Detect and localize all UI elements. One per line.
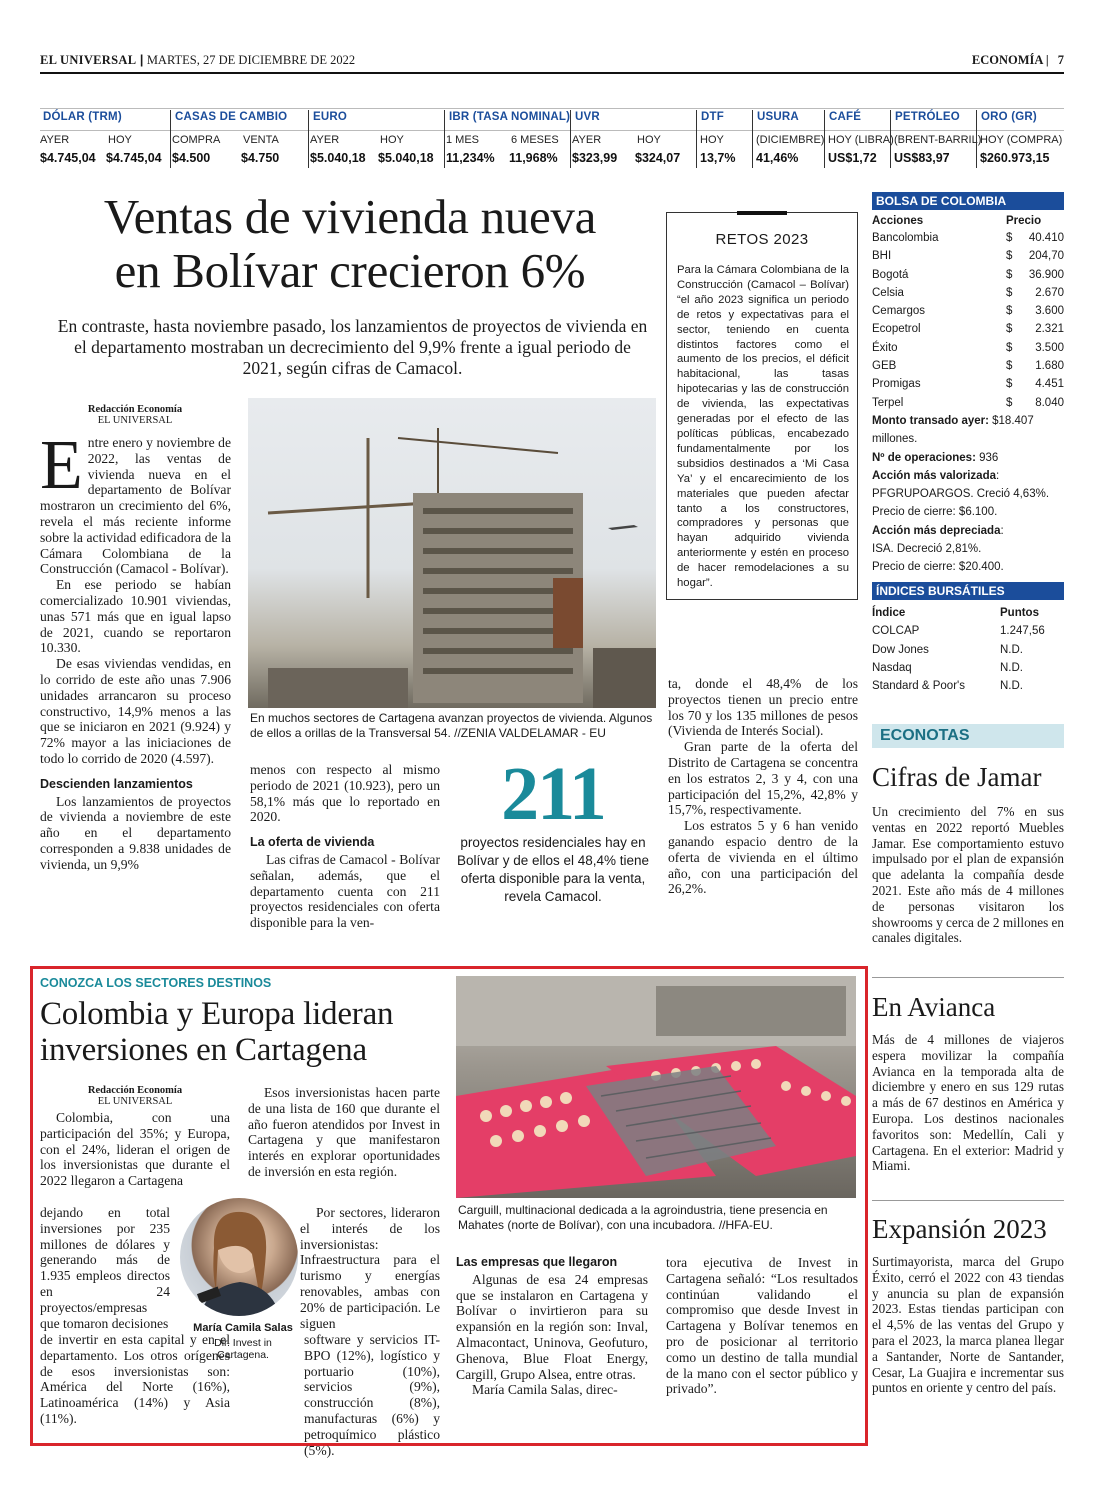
index-name: Standard & Poor's: [872, 680, 965, 693]
market-2: [310, 110, 446, 168]
market-sub-label: VENTA: [243, 134, 279, 146]
section-separator: |: [1045, 53, 1049, 67]
market-9: [978, 110, 1064, 168]
market-sub-label: AYER: [310, 134, 340, 146]
market-7: [826, 110, 892, 168]
market-8: [892, 110, 982, 168]
market-value: $4.500: [172, 151, 211, 165]
person-role: Dir. Invest in Cartagena.: [214, 1337, 272, 1361]
second-c2-para-b: Por sectores, lideraron el interés de los inversionistas: Infraestructura para el turismo y energías renovables, ambas con 20% de participación. Le siguen: [300, 1205, 440, 1331]
market-value: $4.750: [241, 151, 280, 165]
econotas-label: ECONOTAS: [872, 724, 1064, 748]
market-sub-label: HOY (COMPRA): [980, 134, 1063, 146]
egg-trays-illustration: [456, 976, 856, 1198]
market-divider: [824, 110, 825, 168]
subhead-lanzamientos: Descienden lanzamientos: [40, 776, 193, 791]
second-c1-para-b: dejando en total inversiones por 235 millones de dólares y generando más de 1.935 empleos directos en 24 proyectos/empresas que tomaron decisiones: [40, 1205, 170, 1331]
index-row: [872, 622, 1064, 640]
bolsa-row: [872, 284, 1064, 302]
econota-3-title: Expansión 2023: [872, 1214, 1047, 1244]
paragraph-2: En ese periodo se habían comercializado 10.901 viviendas, unas 571 más que en igual lapso de 2021, cuando se reportaron 10.330.: [40, 577, 231, 656]
market-divider: [308, 110, 309, 168]
market-divider: [444, 110, 445, 168]
market-value: $260.973,15: [980, 151, 1050, 165]
depreciada-text: ISA. Decreció 2,81%.: [872, 543, 982, 556]
market-sub-label: HOY (LIBRA): [828, 134, 894, 146]
index-row: [872, 659, 1064, 677]
index-name: COLCAP: [872, 625, 920, 638]
market-sub-label: (DICIEMBRE): [756, 134, 825, 146]
second-column-2b: [300, 1205, 440, 1331]
monto-value: $18.407 millones.: [872, 414, 1034, 446]
market-sub-label: HOY: [108, 134, 132, 146]
valorizada-label: Acción más valorizada: [872, 469, 996, 482]
incubator-photo: [456, 976, 856, 1198]
header-rule: [40, 72, 1064, 74]
pull-stat: [448, 752, 658, 906]
drop-cap: E: [40, 427, 83, 504]
second-column-3: [456, 1255, 648, 1398]
stock-name: Bancolombia: [872, 232, 939, 244]
column-3-text-b: Gran parte de la oferta del Distrito de Cartagena se concentra en los estratos 2, 3 y 4, con una participación del 15,2%, 42,8% y 15,7%, respectivamente.: [668, 739, 858, 818]
index-value: N.D.: [1000, 661, 1023, 674]
index-name: Dow Jones: [872, 643, 929, 656]
market-value: 11,968%: [509, 151, 558, 165]
second-byline-outlet: EL UNIVERSAL: [97, 1096, 173, 1107]
econota-2: [872, 992, 1064, 1174]
market-sub-label: 1 MES: [446, 134, 480, 146]
currency-symbol: $: [1006, 378, 1013, 391]
stock-price: 1.680: [1035, 360, 1064, 373]
bolsa-summary: Monto transado ayer: $18.407 millones. Nº de operaciones: 936 Acción más valorizada: PFGRUPOARGOS. Creció 4,63%. Precio de cierre: $6.100. Acción más depreciada: ISA. Decreció 2,81%. Precio de cierre: $20.400.: [872, 412, 1064, 577]
bolsa-row: [872, 266, 1064, 284]
market-5: [698, 110, 754, 168]
page-header: [40, 53, 1064, 73]
stock-name: Celsia: [872, 286, 904, 299]
indices-title: ÍNDICES BURSÁTILES: [872, 582, 1064, 600]
section-name: ECONOMÍA: [971, 53, 1043, 67]
market-value: $324,07: [635, 151, 681, 165]
newspaper-name: EL UNIVERSAL: [40, 53, 137, 67]
market-sub-label: HOY: [700, 134, 724, 146]
headline-line-2: en Bolívar crecieron 6%: [114, 243, 586, 298]
column-3-text-a: ta, donde el 48,4% de los proyectos tienen un precio entre los 70 y los 135 millones de pesos (Vivienda de Interés Social).: [668, 676, 858, 739]
market-label: CAFÉ: [829, 111, 862, 123]
second-c3-para-b: María Camila Salas, direc-: [472, 1382, 618, 1398]
bolsa-row: [872, 247, 1064, 265]
bolsa-header-row: [872, 213, 1064, 229]
market-4: [572, 110, 698, 168]
econota-1: [872, 762, 1064, 946]
market-divider: [890, 110, 891, 168]
second-c2-para-a: Esos inversionistas hacen parte de una lista de 160 que durante el año fueron atendidos por Invest in Cartagena y que manifestaron interés en explorar oportunidades de inversión en esta región.: [248, 1085, 440, 1179]
stock-name: Éxito: [872, 341, 898, 354]
index-row: [872, 641, 1064, 659]
stock-name: Ecopetrol: [872, 323, 921, 336]
market-divider: [696, 110, 697, 168]
stock-name: Cemargos: [872, 305, 926, 318]
bolsa-title: BOLSA DE COLOMBIA: [872, 192, 1064, 210]
second-headline: [40, 996, 450, 1068]
second-c2-para-c: software y servicios IT- BPO (12%), logístico y portuario (10%), servicios (9%), construcción (8%), manufacturas (6%) y petroquímico plástico (5%).: [304, 1332, 440, 1458]
person-name: María Camila Salas: [193, 1322, 293, 1334]
bolsa-row: [872, 357, 1064, 375]
indices-col-indice: Índice: [872, 607, 906, 619]
market-label: UVR: [575, 111, 600, 123]
second-byline: [40, 1085, 230, 1107]
main-deck: En contraste, hasta noviembre pasado, los lanzamientos de proyectos de vivienda en el departamento mostraban un decrecimiento del 9,9% frente a igual periodo de 2021, según cifras de Camacol.: [57, 316, 648, 378]
market-divider: [570, 110, 571, 168]
market-value: 13,7%: [700, 151, 736, 165]
currency-symbol: $: [1006, 396, 1013, 409]
main-column-2: [250, 762, 440, 931]
paragraph-1: ntre enero y noviembre de 2022, las ventas de vivienda nueva en el departamento de Bolívar mostraron un crecimiento del 6%, revela el más reciente informe sobre la actividad edificadora de la Cámara Colombiana de la Construcción (Camacol - Bolívar).: [40, 435, 231, 577]
market-value: 11,234%: [446, 151, 495, 165]
market-label: DTF: [701, 111, 724, 123]
indices-panel: [872, 582, 1064, 695]
byline-author: Redacción Economía: [87, 404, 183, 415]
second-byline-author: Redacción Economía: [87, 1085, 183, 1096]
construction-illustration: [248, 398, 656, 708]
market-label: PETRÓLEO: [895, 111, 960, 123]
headline-line-1: Ventas de vivienda nueva: [103, 189, 597, 244]
second-c3-para: Algunas de esa 24 empresas que se instalaron en Cartagena y Bolívar o invirtieron para su expansión en la región son: Inval, Almacontact, Uninova, Geofuturo, Ghenova, Blue Float Energy, Cargill, Grupo Alsea, entre otras.: [456, 1271, 648, 1382]
valorizada-text: PFGRUPOARGOS. Creció 4,63%.: [872, 488, 1050, 501]
bolsa-row: [872, 320, 1064, 338]
paragraph-3: De esas viviendas vendidas, en lo corrido de este año unas 7.906 unidades arrancaron su proceso constructivo, 14,9% menos a las que se iniciaron en 2021 (9.924) y 72% mayor a las iniciaciones de todo lo corrido de 2020 (4.597).: [40, 656, 231, 766]
second-kicker: CONOZCA LOS SECTORES DESTINOS: [40, 976, 272, 990]
market-value: $4.745,04: [40, 151, 96, 165]
stock-price: 4.451: [1035, 378, 1064, 391]
header-date: MARTES, 27 DE DICIEMBRE DE 2022: [146, 53, 356, 67]
valorizada-price: Precio de cierre: $6.100.: [872, 506, 998, 519]
stock-price: 36.900: [1028, 268, 1064, 281]
main-column-3: [668, 676, 858, 897]
market-label: CASAS DE CAMBIO: [175, 111, 288, 123]
currency-symbol: $: [1006, 268, 1013, 281]
column-2-text-a: menos con respecto al mismo periodo de 2021 (10.923), pero un 58,1% más que lo reportado en 2020.: [250, 762, 440, 825]
currency-symbol: $: [1006, 305, 1013, 318]
portrait-illustration: [180, 1198, 298, 1316]
market-sub-label: AYER: [572, 134, 602, 146]
main-byline: [40, 404, 230, 426]
bolsa-row: [872, 394, 1064, 412]
econota-2-text: Más de 4 millones de viajeros espera movilizar la compañía Avianca en la temporada alta de diciembre y enero en sus 129 rutas a más de 67 destinos en América y Europa. Los destinos nacionales favoritos son: Medellín, Cali y Cartagena. En el exterior: Madrid y Miami.: [872, 1032, 1064, 1174]
market-sub-label: 6 MESES: [511, 134, 559, 146]
market-value: $4.745,04: [106, 151, 162, 165]
second-column-4: [666, 1255, 858, 1397]
main-headline: [40, 190, 660, 298]
market-sub-label: (BRENT-BARRIL): [894, 134, 982, 146]
market-value: 41,46%: [756, 151, 799, 165]
index-value: N.D.: [1000, 680, 1023, 693]
header-separator: |: [139, 53, 144, 67]
market-label: EURO: [313, 111, 348, 123]
retos-box: [666, 212, 858, 600]
index-value: N.D.: [1000, 643, 1023, 656]
page-number: 7: [1057, 53, 1064, 67]
stock-name: Bogotá: [872, 268, 909, 281]
currency-symbol: $: [1006, 341, 1013, 354]
market-3: [446, 110, 572, 168]
currency-symbol: $: [1006, 286, 1013, 299]
stock-price: 2.670: [1035, 286, 1064, 299]
market-sub-label: AYER: [40, 134, 70, 146]
second-column-1b: [40, 1205, 170, 1331]
stock-price: 3.500: [1035, 341, 1064, 354]
market-divider: [976, 110, 977, 168]
bolsa-panel: [872, 192, 1064, 577]
currency-symbol: $: [1006, 323, 1013, 336]
currency-symbol: $: [1006, 360, 1013, 373]
indices-header: [872, 604, 1064, 622]
column-3-text-c: Los estratos 5 y 6 han venido ganando espacio dentro de la oferta de vivienda en el último año, con una participación del 26,2%.: [668, 818, 858, 897]
construction-photo: [248, 398, 656, 708]
depreciada-price: Precio de cierre: $20.400.: [872, 561, 1004, 574]
bolsa-row: [872, 375, 1064, 393]
market-value: $323,99: [572, 151, 618, 165]
main-column-1: [40, 427, 231, 873]
ops-value: 936: [979, 451, 999, 464]
index-value: 1.247,56: [1000, 625, 1045, 638]
second-c1-para-a: Colombia, con una participación del 35%; y Europa, con el 24%, lideran el origen de los inversionistas que durante el 2022 llegaron a Cartagena: [40, 1110, 230, 1189]
bolsa-col-precio: Precio: [1006, 215, 1042, 227]
bolsa-row: [872, 302, 1064, 320]
subhead-empresas: Las empresas que llegaron: [456, 1255, 618, 1269]
ops-label: Nº de operaciones:: [872, 451, 976, 464]
second-c4-para: tora ejecutiva de Invest in Cartagena señaló: “Los resultados continúan validando el compromiso que desde Invest in Cartagena y Bolívar tenemos en pro de posicionar al territorio como un destino de talla mundial de la mano con el sector público y privado”.: [666, 1255, 858, 1397]
depreciada-label: Acción más depreciada: [872, 524, 1001, 537]
main-photo-caption: En muchos sectores de Cartagena avanzan proyectos de vivienda. Algunos de ellos a orillas de la Transversal 54. //ZENIA VALDELAMAR - EU: [250, 711, 653, 740]
market-label: ORO (GR): [981, 111, 1037, 123]
market-sub-label: HOY: [637, 134, 661, 146]
index-row: [872, 677, 1064, 695]
stock-name: Terpel: [872, 396, 904, 409]
market-value: US$1,72: [828, 151, 877, 165]
index-name: Nasdaq: [872, 661, 912, 674]
stock-price: 204,70: [1028, 250, 1064, 263]
econota-1-text: Un crecimiento del 7% en sus ventas en 2022 reportó Muebles Jamar. Ese comportamiento estuvo impulsado por el plan de expansión que adelanta la compañía desde 2021. Este año más de 4 millones de personas visitaron los showrooms y cerca de 2 millones en canales digitales.: [872, 804, 1064, 946]
column-2-text-b: Las cifras de Camacol - Bolívar señalan, además, que el departamento cuenta con 211 proyectos residenciales con oferta disponible para la ven-: [250, 851, 440, 931]
second-column-2c: [248, 1332, 440, 1458]
subhead-oferta: La oferta de vivienda: [250, 835, 375, 850]
stock-name: GEB: [872, 360, 897, 373]
retos-title: RETOS 2023: [715, 231, 809, 248]
market-label: DÓLAR (TRM): [43, 111, 122, 123]
market-divider: [752, 110, 753, 168]
pull-stat-caption: proyectos residenciales hay en Bolívar y de ellos el 48,4% tiene oferta disponible para la venta, revela Camacol.: [456, 835, 650, 904]
byline-outlet: EL UNIVERSAL: [97, 415, 173, 426]
bolsa-row: [872, 339, 1064, 357]
bolsa-col-acciones: Acciones: [872, 215, 924, 227]
stock-name: Promigas: [872, 378, 921, 391]
market-label: IBR (TASA NOMINAL): [449, 111, 571, 123]
paragraph-4: Los lanzamientos de proyectos de vivienda a noviembre de este año en el departamento corresponden a 9.838 unidades de vivienda, un 9,9%: [40, 793, 231, 872]
second-c1-para-c: de invertir en esta capital y en el departamento. Los otros orígenes de esos inversionistas son: América del Norte (16%), Latinoamérica (14%) y Asia (11%).: [40, 1332, 230, 1426]
market-value: $5.040,18: [378, 151, 434, 165]
econota-2-title: En Avianca: [872, 992, 996, 1022]
stock-price: 2.321: [1035, 323, 1064, 336]
incubator-caption: Carguill, multinacional dedicada a la agroindustria, tiene presencia en Mahates (norte de Bolívar), con una incubadora. //HFA-EU.: [458, 1203, 828, 1232]
stock-price: 40.410: [1028, 232, 1064, 244]
econota-3: [872, 1214, 1064, 1396]
market-1: [172, 110, 310, 168]
market-divider: [170, 110, 171, 168]
econota-1-title: Cifras de Jamar: [872, 762, 1042, 792]
bolsa-row: [872, 229, 1064, 247]
market-sub-label: HOY: [380, 134, 404, 146]
market-sub-label: COMPRA: [172, 134, 221, 146]
currency-symbol: $: [1006, 250, 1013, 263]
indices-col-puntos: Puntos: [1000, 607, 1039, 619]
monto-label: Monto transado ayer:: [872, 414, 989, 427]
second-column-2a: [248, 1085, 440, 1180]
stock-price: 3.600: [1035, 305, 1064, 318]
market-0: [40, 110, 172, 168]
market-value: $5.040,18: [310, 151, 366, 165]
market-label: USURA: [757, 111, 799, 123]
portrait-photo: [180, 1198, 298, 1316]
second-column-1a: [40, 1110, 230, 1189]
second-headline-line-2: inversiones en Cartagena: [40, 1032, 367, 1068]
stock-name: BHI: [872, 250, 892, 263]
currency-symbol: $: [1006, 232, 1013, 244]
retos-text: Para la Cámara Colombiana de la Construcción (Camacol – Bolívar) “el año 2023 significa un periodo de retos y expectativas para el sector, teniendo en cuenta distintos factores como el aumento de los precios, el déficit habitacional, las tasas hipotecarias y las de construcción de vivienda, las expectativas generadas por el efecto de las políticas públicas, encabezado fundamentalmente por los subsidios destinados a ‘Mi Casa Ya’ y el encarecimiento de los materiales que pueden afectar tanto a los constructores, compradores y personas que hayan adquirido vivienda anteriormente y estén en proceso de hacer remodelaciones a su hogar”.: [677, 264, 849, 590]
stock-price: 8.040: [1035, 396, 1064, 409]
second-headline-line-1: Colombia y Europa lideran: [40, 996, 394, 1032]
econota-3-text: Surtimayorista, marca del Grupo Éxito, cerró el 2022 con 43 tiendas y anuncia su plan de expansión 2023. Estas tiendas participan con el 4,5% de las ventas del Grupo y para el 2023, la marca planea llegar a Santander, Norte de Santander, Cesar, La Guajira e incrementar sus puntos en oriente y centro del país.: [872, 1254, 1064, 1396]
pull-stat-number: 211: [501, 752, 605, 836]
market-value: US$83,97: [894, 151, 950, 165]
market-6: [754, 110, 826, 168]
